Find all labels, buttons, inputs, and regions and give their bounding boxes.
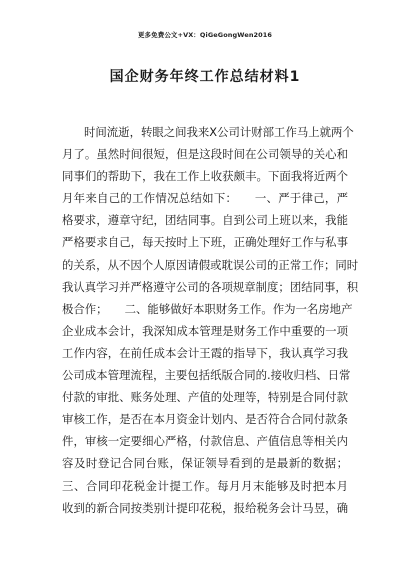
body-line: 审核工作，是否在本月资金计划内、是否符合合同付款条 [62, 412, 348, 427]
body-line: 容及时登记合同台账，保证领导看到的是最新的数据； [62, 456, 348, 471]
header-note: 更多免费公文+VX：QiGeGongWen2016 [137, 31, 273, 39]
document-body [62, 121, 359, 519]
body-line: 付款的审批、账务处理、产值的处理等，特别是合同付款 [62, 390, 348, 405]
body-line: 极合作； 二、能够做好本职财务工作。作为一名房地产 [62, 301, 353, 316]
body-line: 件，审核一定要细心严格，付款信息、产值信息等相关内 [62, 434, 348, 449]
body-line: 我认真学习并严格遵守公司的各项规章制度；团结同事，积 [62, 279, 359, 294]
body-line: 三、合同印花税金计提工作。每月月末能够及时把本月 [62, 478, 348, 493]
body-line: 的关系，从不因个人原因请假或耽误公司的正常工作；同时 [62, 257, 359, 272]
body-line: 时间流逝，转眼之间我来X公司计财部工作马上就两个 [84, 125, 354, 139]
body-line: 收到的新合同按类别计提印花税，报给税务会计马昱，确 [62, 500, 348, 515]
body-line: 公司成本管理流程，主要包括纸版合同的.接收归档、日常 [62, 368, 351, 383]
body-line: 企业成本会计，我深知成本管理是财务工作中重要的一项 [62, 323, 348, 338]
body-line: 工作内容，在前任成本会计王霞的指导下，我认真学习我 [62, 345, 348, 360]
document-title: 国企财务年终工作总结材料1 [109, 69, 301, 85]
body-line: 格要求，遵章守纪，团结同事。自到公司上班以来，我能 [62, 213, 348, 228]
body-line: 同事们的帮助下，我在工作上收获颇丰。下面我将近两个 [62, 169, 348, 184]
body-line: 月了。虽然时间很短，但是这段时间在公司领导的关心和 [62, 147, 348, 162]
body-line: 月年来自己的工作情况总结如下： 一、严于律己，严 [62, 191, 348, 206]
body-line: 严格要求自己，每天按时上下班，正确处理好工作与私事 [62, 235, 348, 250]
